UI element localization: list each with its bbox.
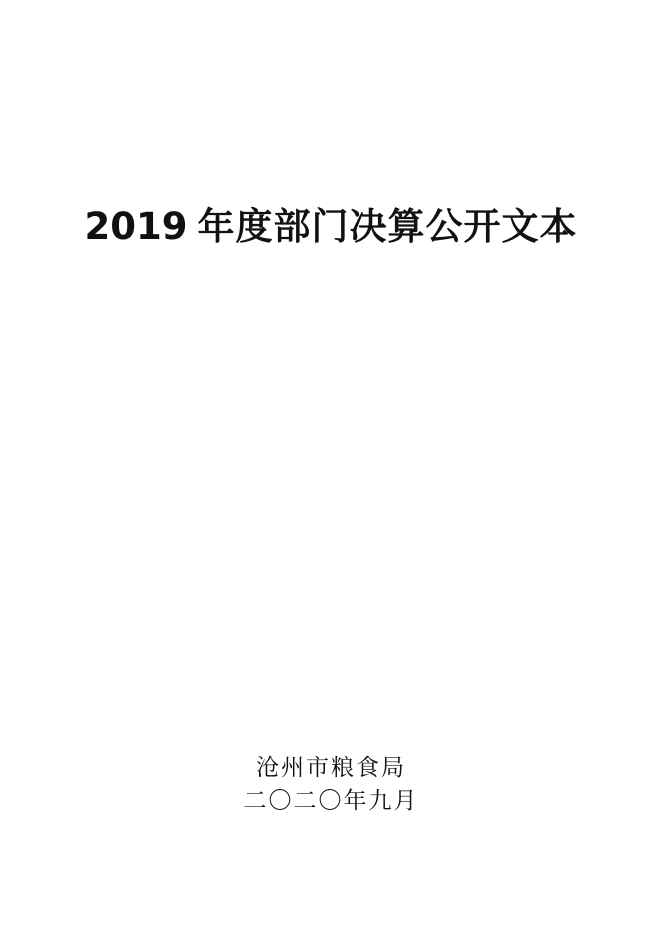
document-footer xyxy=(0,752,662,819)
page-title-text: 年度部门决算公开文本 xyxy=(197,205,578,248)
page-title xyxy=(0,196,662,250)
page-title-year: 2019 xyxy=(84,205,188,248)
issuer-name: 沧州市粮食局 xyxy=(256,755,406,781)
issue-date: 二〇二〇年九月 xyxy=(243,788,419,815)
